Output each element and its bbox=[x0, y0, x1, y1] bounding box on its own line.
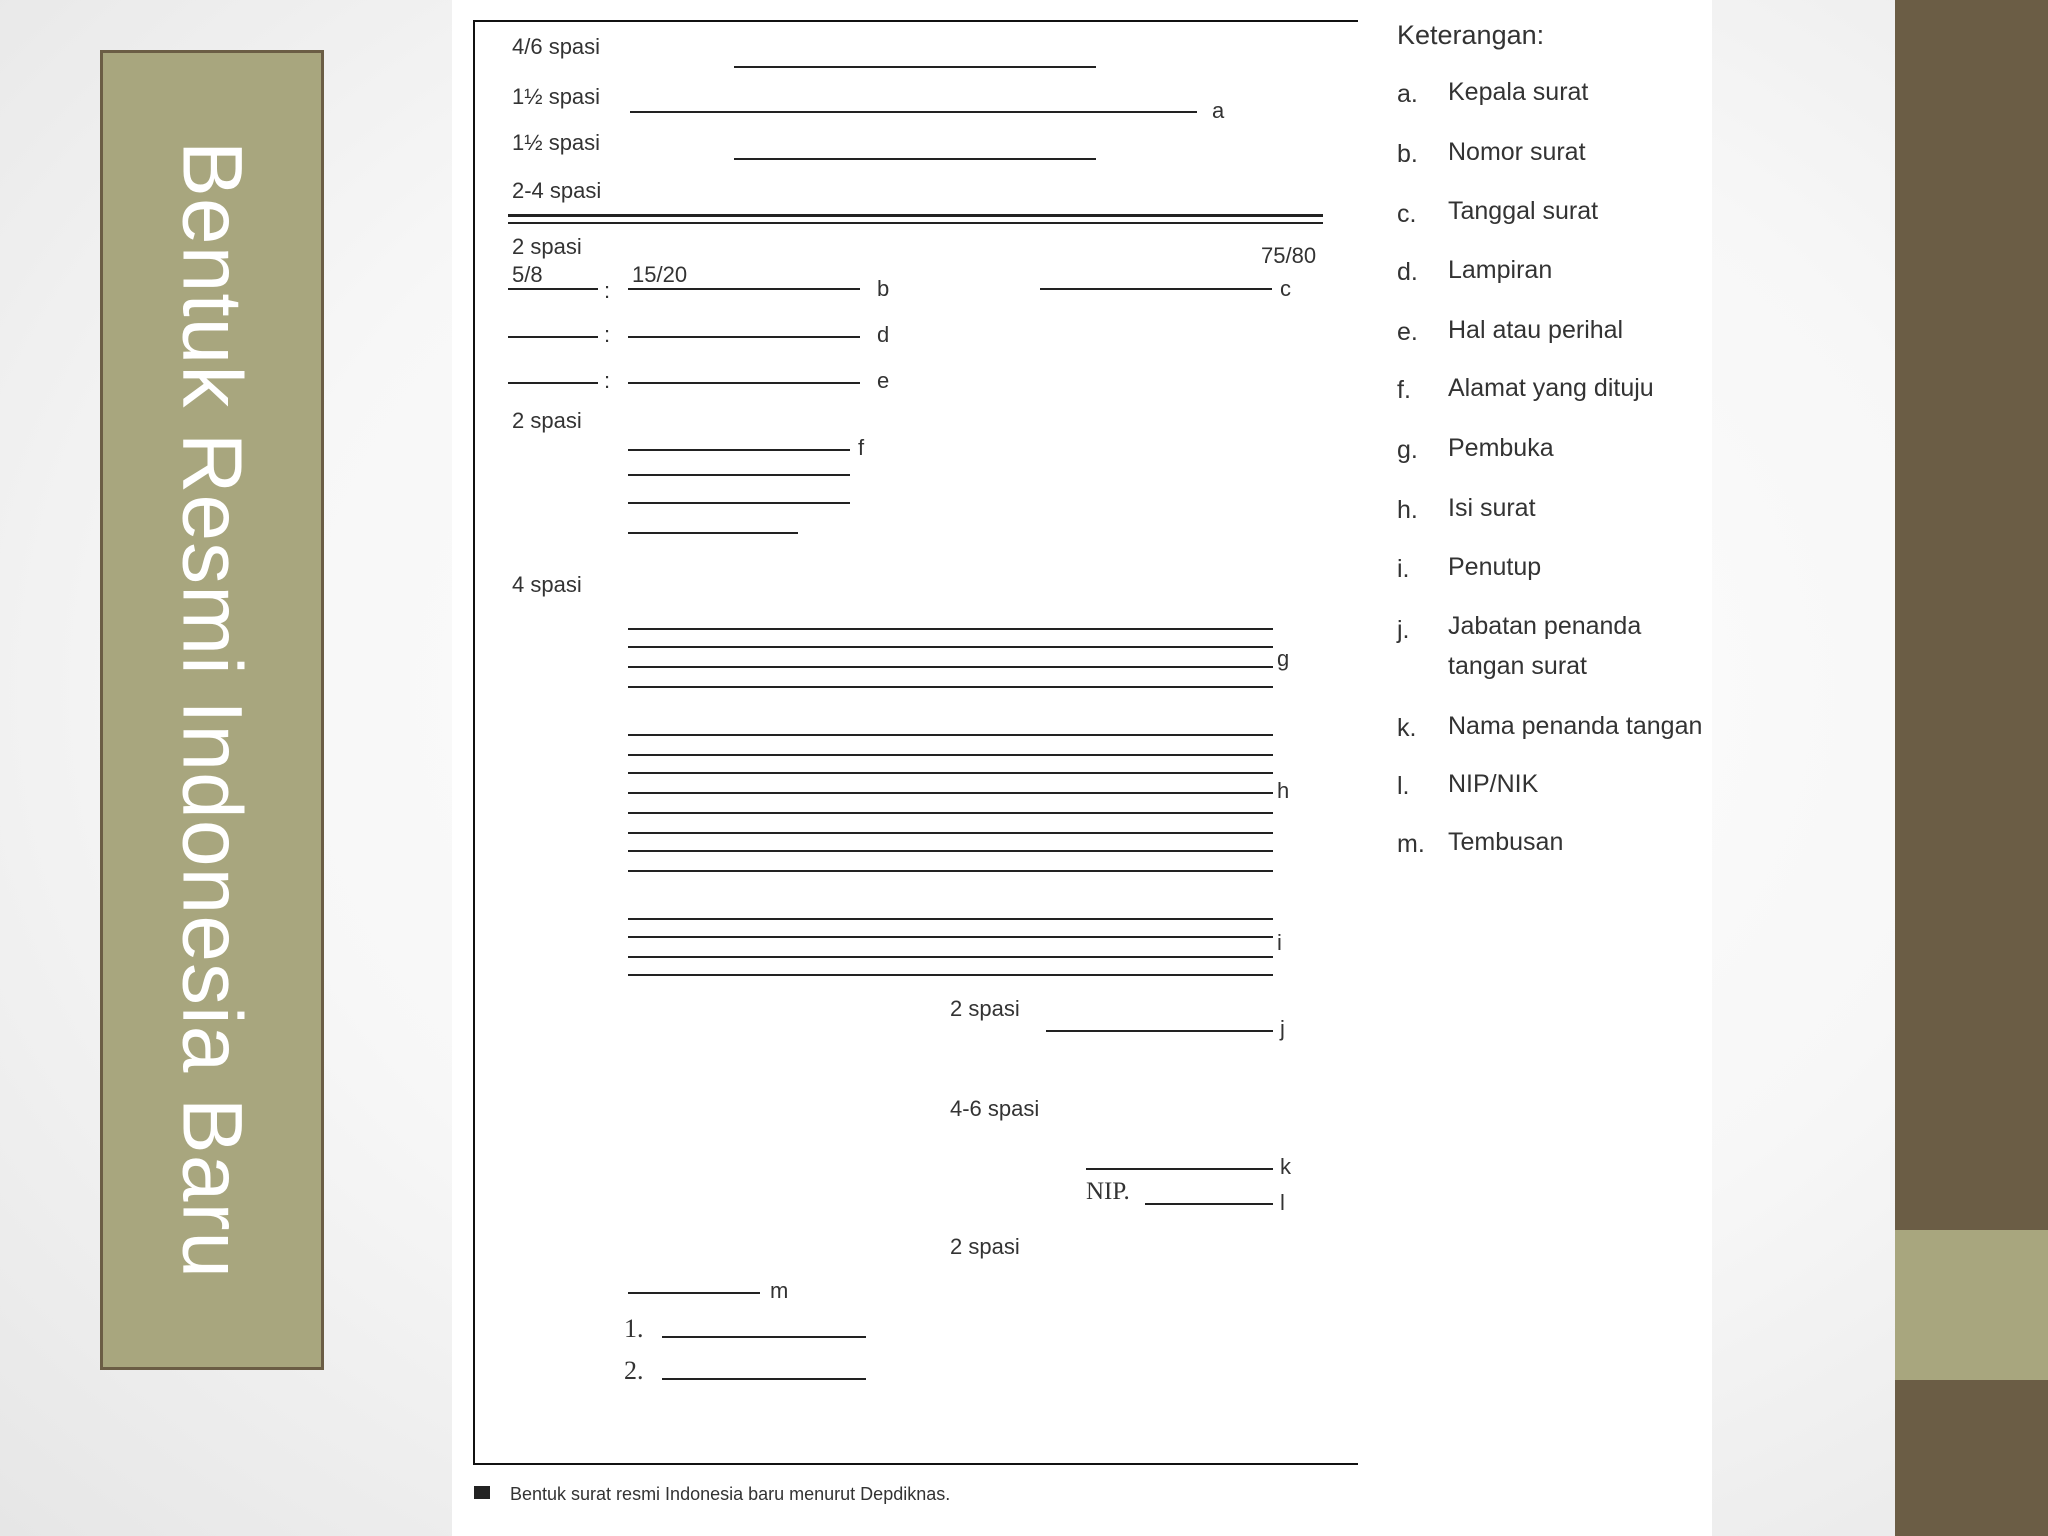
copy-number-1: 1. bbox=[624, 1314, 644, 1343]
body-line bbox=[628, 936, 1273, 938]
field-line bbox=[508, 288, 598, 290]
legend-label: tangan surat bbox=[1448, 652, 1587, 680]
body-line bbox=[628, 870, 1273, 872]
body-line bbox=[628, 628, 1273, 630]
header-line bbox=[734, 158, 1096, 160]
legend-title: Keterangan: bbox=[1397, 20, 1545, 50]
margin-label-58: 5/8 bbox=[512, 262, 543, 287]
spacing-label: 4/6 spasi bbox=[512, 34, 601, 59]
address-line bbox=[628, 532, 798, 534]
signature-line bbox=[1046, 1030, 1273, 1032]
body-line bbox=[628, 812, 1273, 814]
legend-letter: f. bbox=[1397, 376, 1411, 404]
legend-letter: g. bbox=[1397, 436, 1418, 464]
marker-j: j bbox=[1280, 1016, 1285, 1041]
legend-label: Nama penanda tangan bbox=[1448, 712, 1703, 740]
legend-label: Kepala surat bbox=[1448, 78, 1589, 106]
header-line bbox=[630, 111, 1197, 113]
frame-bottom-line bbox=[473, 1463, 1358, 1465]
slide-title: Bentuk Resmi Indonesia Baru bbox=[165, 140, 260, 1280]
address-line bbox=[628, 474, 850, 476]
address-line bbox=[628, 449, 850, 451]
header-divider bbox=[508, 222, 1323, 224]
body-line bbox=[628, 754, 1273, 756]
body-line bbox=[628, 832, 1273, 834]
marker-m: m bbox=[770, 1278, 789, 1303]
spacing-label: 2-4 spasi bbox=[512, 178, 602, 203]
legend-label: NIP/NIK bbox=[1448, 770, 1539, 798]
marker-a: a bbox=[1212, 98, 1225, 123]
spacing-label: 2 spasi bbox=[512, 234, 582, 259]
colon: : bbox=[604, 368, 611, 393]
legend-letter: a. bbox=[1397, 80, 1418, 108]
copy-line bbox=[628, 1292, 760, 1294]
legend-label: Hal atau perihal bbox=[1448, 316, 1624, 344]
body-line bbox=[628, 772, 1273, 774]
signature-line bbox=[1086, 1168, 1273, 1170]
header-line bbox=[734, 66, 1096, 68]
marker-i: i bbox=[1277, 930, 1282, 955]
legend-letter: i. bbox=[1397, 555, 1410, 583]
legend-letter: c. bbox=[1397, 200, 1417, 228]
legend-label: Tembusan bbox=[1448, 828, 1564, 856]
address-line bbox=[628, 502, 850, 504]
slide-title-panel bbox=[100, 50, 324, 1370]
legend-label: Penutup bbox=[1448, 553, 1542, 581]
margin-label-1520: 15/20 bbox=[632, 262, 688, 287]
marker-c: c bbox=[1280, 276, 1291, 301]
legend-letter: h. bbox=[1397, 496, 1418, 524]
legend-letter: d. bbox=[1397, 258, 1418, 286]
marker-g: g bbox=[1277, 646, 1290, 671]
field-line bbox=[508, 336, 598, 338]
body-line bbox=[628, 918, 1273, 920]
legend-letter: m. bbox=[1397, 830, 1425, 858]
legend-label: Pembuka bbox=[1448, 434, 1554, 462]
legend-letter: e. bbox=[1397, 318, 1418, 346]
body-line bbox=[628, 646, 1273, 648]
field-line bbox=[1040, 288, 1272, 290]
marker-h: h bbox=[1277, 778, 1290, 803]
body-line bbox=[628, 956, 1273, 958]
body-line bbox=[628, 850, 1273, 852]
marker-k: k bbox=[1280, 1154, 1291, 1179]
decorative-bar-light bbox=[1895, 1230, 2048, 1380]
frame-left-line bbox=[473, 20, 475, 1465]
spacing-label: 2 spasi bbox=[512, 408, 582, 433]
body-line bbox=[628, 792, 1273, 794]
body-line bbox=[628, 666, 1273, 668]
field-line bbox=[628, 336, 860, 338]
legend-label: Lampiran bbox=[1448, 256, 1553, 284]
legend-letter: j. bbox=[1397, 616, 1410, 644]
margin-label-7580: 75/80 bbox=[1261, 243, 1317, 268]
marker-d: d bbox=[877, 322, 890, 347]
body-line bbox=[628, 734, 1273, 736]
signature-line bbox=[1145, 1203, 1273, 1205]
legend-label: Tanggal surat bbox=[1448, 197, 1599, 225]
legend-label: Jabatan penanda bbox=[1448, 612, 1642, 640]
spacing-label: 2 spasi bbox=[950, 996, 1020, 1021]
marker-b: b bbox=[877, 276, 890, 301]
spacing-label: 1½ spasi bbox=[512, 130, 601, 155]
legend-label: Alamat yang dituju bbox=[1448, 374, 1654, 402]
copy-line bbox=[662, 1378, 866, 1380]
field-line bbox=[628, 288, 860, 290]
legend-label: Isi surat bbox=[1448, 494, 1536, 522]
colon: : bbox=[604, 322, 611, 347]
marker-l: l bbox=[1280, 1190, 1285, 1215]
nip-label: NIP. bbox=[1086, 1178, 1130, 1205]
legend-letter: k. bbox=[1397, 714, 1417, 742]
body-line bbox=[628, 974, 1273, 976]
frame-top-line bbox=[473, 20, 1358, 22]
copy-number-2: 2. bbox=[624, 1356, 644, 1385]
copy-line bbox=[662, 1336, 866, 1338]
marker-e: e bbox=[877, 368, 890, 393]
spacing-label: 2 spasi bbox=[950, 1234, 1020, 1259]
figure-caption: Bentuk surat resmi Indonesia baru menurut Depdiknas. bbox=[510, 1484, 951, 1504]
body-line bbox=[628, 686, 1273, 688]
field-line bbox=[628, 382, 860, 384]
spacing-label: 4-6 spasi bbox=[950, 1096, 1040, 1121]
header-divider bbox=[508, 214, 1323, 217]
spacing-label: 1½ spasi bbox=[512, 84, 601, 109]
marker-f: f bbox=[858, 435, 865, 460]
field-line bbox=[508, 382, 598, 384]
caption-bullet-icon bbox=[474, 1486, 490, 1499]
legend-label: Nomor surat bbox=[1448, 138, 1586, 166]
legend-letter: l. bbox=[1397, 772, 1410, 800]
legend-letter: b. bbox=[1397, 140, 1418, 168]
spacing-label: 4 spasi bbox=[512, 572, 582, 597]
colon: : bbox=[604, 278, 611, 303]
letter-format-diagram bbox=[452, 0, 1712, 1536]
